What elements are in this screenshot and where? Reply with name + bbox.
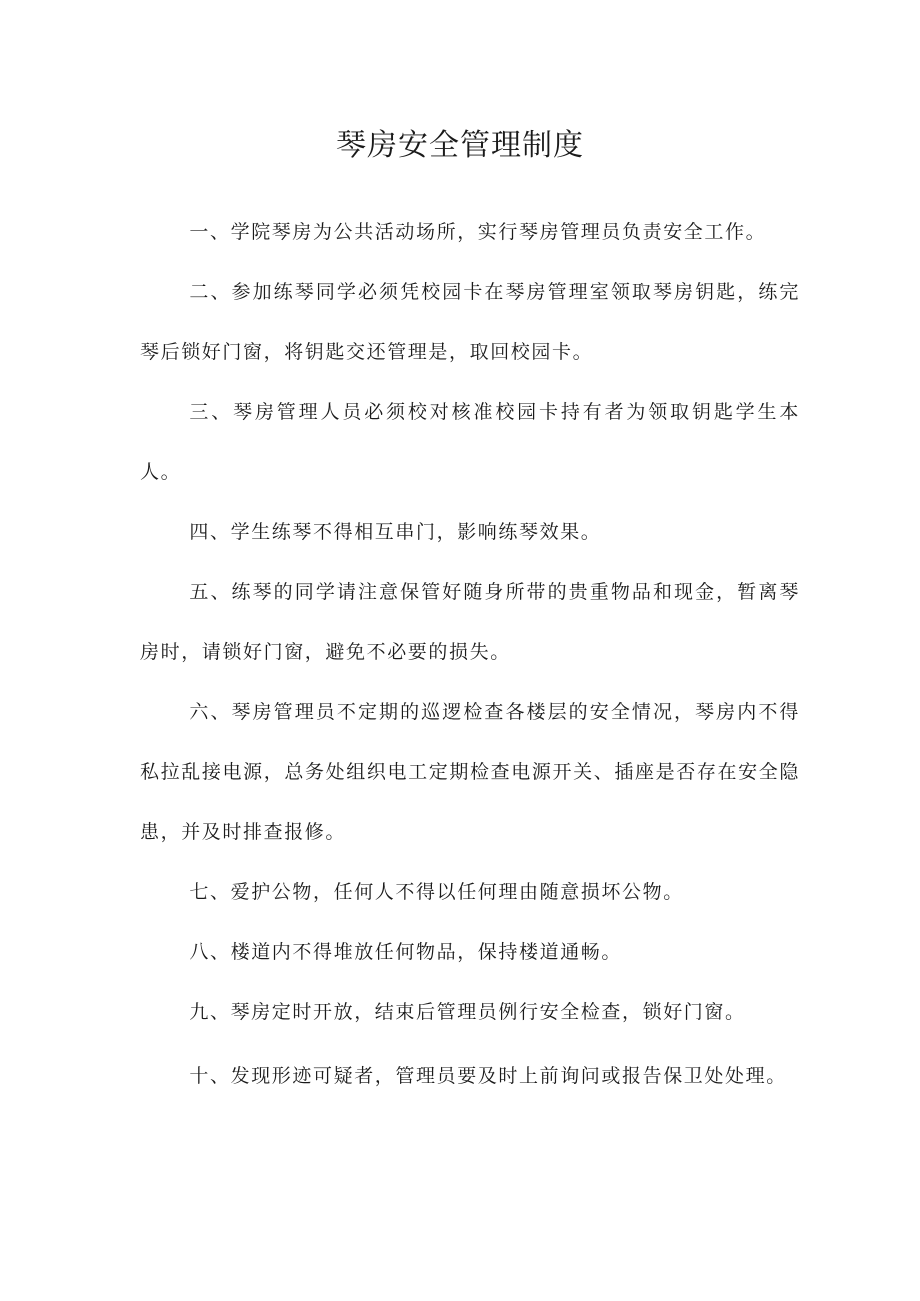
rule-3: 三、琴房管理人员必须校对核准校园卡持有者为领取钥匙学生本人。 <box>140 401 800 483</box>
rule-5: 五、练琴的同学请注意保管好随身所带的贵重物品和现金，暂离琴房时，请锁好门窗，避免不必要的损失。 <box>140 581 800 663</box>
rule-10: 十、发现形迹可疑者，管理员要及时上前询问或报告保卫处处理。 <box>189 1065 787 1087</box>
rule-8: 八、楼道内不得堆放任何物品，保持楼道通畅。 <box>189 941 622 963</box>
rule-2: 二、参加练琴同学必须凭校园卡在琴房管理室领取琴房钥匙，练完琴后锁好门窗，将钥匙交还管理是，取回校园卡。 <box>140 281 800 363</box>
rules-list <box>140 202 800 1106</box>
rule-9: 九、琴房定时开放，结束后管理员例行安全检查，锁好门窗。 <box>189 1001 746 1023</box>
document-title: 琴房安全管理制度 <box>336 128 584 163</box>
rule-4: 四、学生练琴不得相互串门，影响练琴效果。 <box>189 521 602 543</box>
rule-6: 六、琴房管理员不定期的巡逻检查各楼层的安全情况，琴房内不得私拉乱接电源，总务处组织电工定期检查电源开关、插座是否存在安全隐患，并及时排查报修。 <box>140 701 800 843</box>
rule-7: 七、爱护公物，任何人不得以任何理由随意损坏公物。 <box>189 881 684 903</box>
rule-1: 一、学院琴房为公共活动场所，实行琴房管理员负责安全工作。 <box>189 221 767 243</box>
